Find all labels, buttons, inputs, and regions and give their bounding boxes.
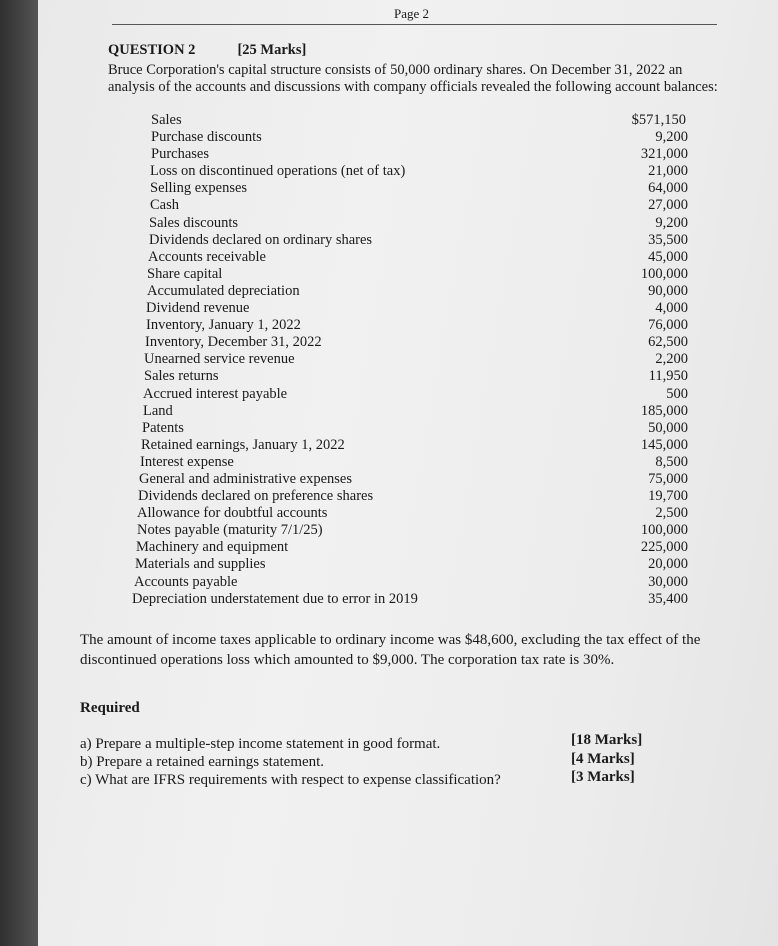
account-name: Retained earnings, January 1, 2022 (141, 436, 345, 453)
tax-note: The amount of income taxes applicable to ordinary income was $48,600, excluding the tax effect of the discontinued operations loss which amounted to $9,000. The corporation tax rate is 30%. (80, 632, 701, 668)
account-row (132, 163, 692, 180)
account-row (132, 215, 692, 232)
account-row (132, 556, 692, 573)
account-name: Interest expense (140, 453, 234, 470)
account-row (132, 591, 692, 608)
account-row (132, 488, 692, 505)
required-item-b: b) Prepare a retained earnings statement. (80, 754, 325, 770)
account-name: Share capital (147, 265, 223, 282)
account-amount: 27,000 (648, 197, 688, 214)
account-balances-list (132, 112, 692, 608)
account-name: Purchases (151, 146, 209, 163)
account-row (132, 471, 692, 488)
account-amount: 100,000 (640, 265, 688, 282)
account-row (132, 146, 692, 163)
account-row (132, 539, 692, 556)
account-row (132, 351, 692, 368)
account-amount: 62,500 (648, 334, 688, 351)
required-item-a: a) Prepare a multiple-step income statement in good format. (80, 736, 441, 752)
account-name: Sales (151, 112, 182, 128)
required-marks (571, 731, 642, 787)
account-amount: 35,400 (648, 590, 688, 607)
required-items (80, 735, 501, 789)
account-name: Depreciation understatement due to error in 2019 (132, 590, 418, 607)
required-marks-c: [3 Marks] (571, 769, 635, 785)
account-amount: 64,000 (648, 180, 688, 197)
account-name: Cash (150, 197, 179, 214)
account-amount: 45,000 (648, 248, 688, 265)
account-row (132, 197, 692, 214)
account-name: Materials and supplies (135, 556, 266, 573)
question-intro: Bruce Corporation's capital structure consists of 50,000 ordinary shares. On December 31, 2022 an analysis of the accounts and discussions with company officials revealed the following account balances: (108, 62, 718, 95)
photo-edge-shadow (0, 0, 38, 946)
account-amount: 50,000 (648, 419, 688, 436)
account-name: Machinery and equipment (136, 539, 289, 556)
account-amount: 185,000 (640, 402, 688, 419)
account-amount: $571,150 (631, 112, 686, 128)
account-amount: 9,200 (655, 214, 688, 231)
account-name: Purchase discounts (151, 129, 262, 146)
required-marks-a: [18 Marks] (571, 732, 643, 748)
account-amount: 76,000 (648, 317, 688, 334)
account-row (132, 317, 692, 334)
account-row (132, 505, 692, 522)
account-row (132, 334, 692, 351)
account-amount: 19,700 (648, 488, 688, 505)
account-name: Dividends declared on ordinary shares (149, 231, 373, 248)
account-name: Inventory, January 1, 2022 (146, 317, 301, 334)
account-amount: 21,000 (648, 163, 688, 180)
account-amount: 20,000 (648, 556, 688, 573)
account-row (132, 232, 692, 249)
account-row (132, 437, 692, 454)
account-row (132, 368, 692, 385)
account-row (132, 522, 692, 539)
account-name: Allowance for doubtful accounts (137, 505, 328, 522)
account-row (132, 386, 692, 403)
question-title: QUESTION 2 (108, 42, 196, 58)
account-row (132, 129, 692, 146)
account-amount: 35,500 (648, 231, 688, 248)
question-heading (108, 42, 306, 59)
account-amount: 321,000 (640, 146, 688, 163)
account-row (132, 266, 692, 283)
account-name: Patents (142, 419, 184, 436)
account-amount: 225,000 (640, 539, 688, 556)
account-row (132, 403, 692, 420)
account-name: Sales discounts (149, 214, 239, 231)
required-heading: Required (80, 700, 140, 716)
account-amount: 100,000 (640, 522, 688, 539)
account-name: Unearned service revenue (144, 351, 295, 368)
account-row (132, 300, 692, 317)
account-row (132, 574, 692, 591)
account-amount: 9,200 (655, 129, 688, 146)
account-amount: 90,000 (648, 282, 688, 299)
account-name: Selling expenses (150, 180, 248, 197)
account-amount: 2,200 (655, 351, 688, 368)
account-name: General and administrative expenses (139, 470, 352, 487)
account-row (132, 283, 692, 300)
account-row (132, 420, 692, 437)
required-marks-b: [4 Marks] (571, 750, 635, 767)
account-amount: 145,000 (640, 436, 688, 453)
question-marks: [25 Marks] (237, 42, 307, 58)
account-name: Accumulated depreciation (147, 282, 300, 299)
account-row (132, 180, 692, 197)
account-amount: 500 (666, 385, 688, 402)
required-item-c: c) What are IFRS requirements with respect to expense classification? (80, 772, 501, 788)
account-name: Accrued interest payable (143, 385, 288, 402)
account-name: Land (143, 402, 173, 419)
account-row (132, 249, 692, 266)
account-name: Dividend revenue (146, 300, 250, 317)
account-name: Accounts receivable (148, 248, 266, 265)
header-rule (112, 24, 717, 25)
account-amount: 30,000 (648, 573, 688, 590)
account-amount: 11,950 (648, 368, 688, 385)
account-name: Notes payable (maturity 7/1/25) (137, 522, 323, 539)
account-name: Sales returns (144, 368, 219, 385)
account-name: Accounts payable (134, 573, 238, 590)
account-amount: 2,500 (655, 505, 688, 522)
account-name: Inventory, December 31, 2022 (145, 334, 322, 351)
account-amount: 75,000 (648, 470, 688, 487)
account-row (132, 454, 692, 471)
account-name: Loss on discontinued operations (net of tax) (150, 163, 406, 180)
page-number: Page 2 (394, 6, 430, 21)
account-amount: 8,500 (655, 453, 688, 470)
account-name: Dividends declared on preference shares (138, 488, 374, 505)
account-row (132, 112, 692, 129)
account-amount: 4,000 (655, 300, 688, 317)
